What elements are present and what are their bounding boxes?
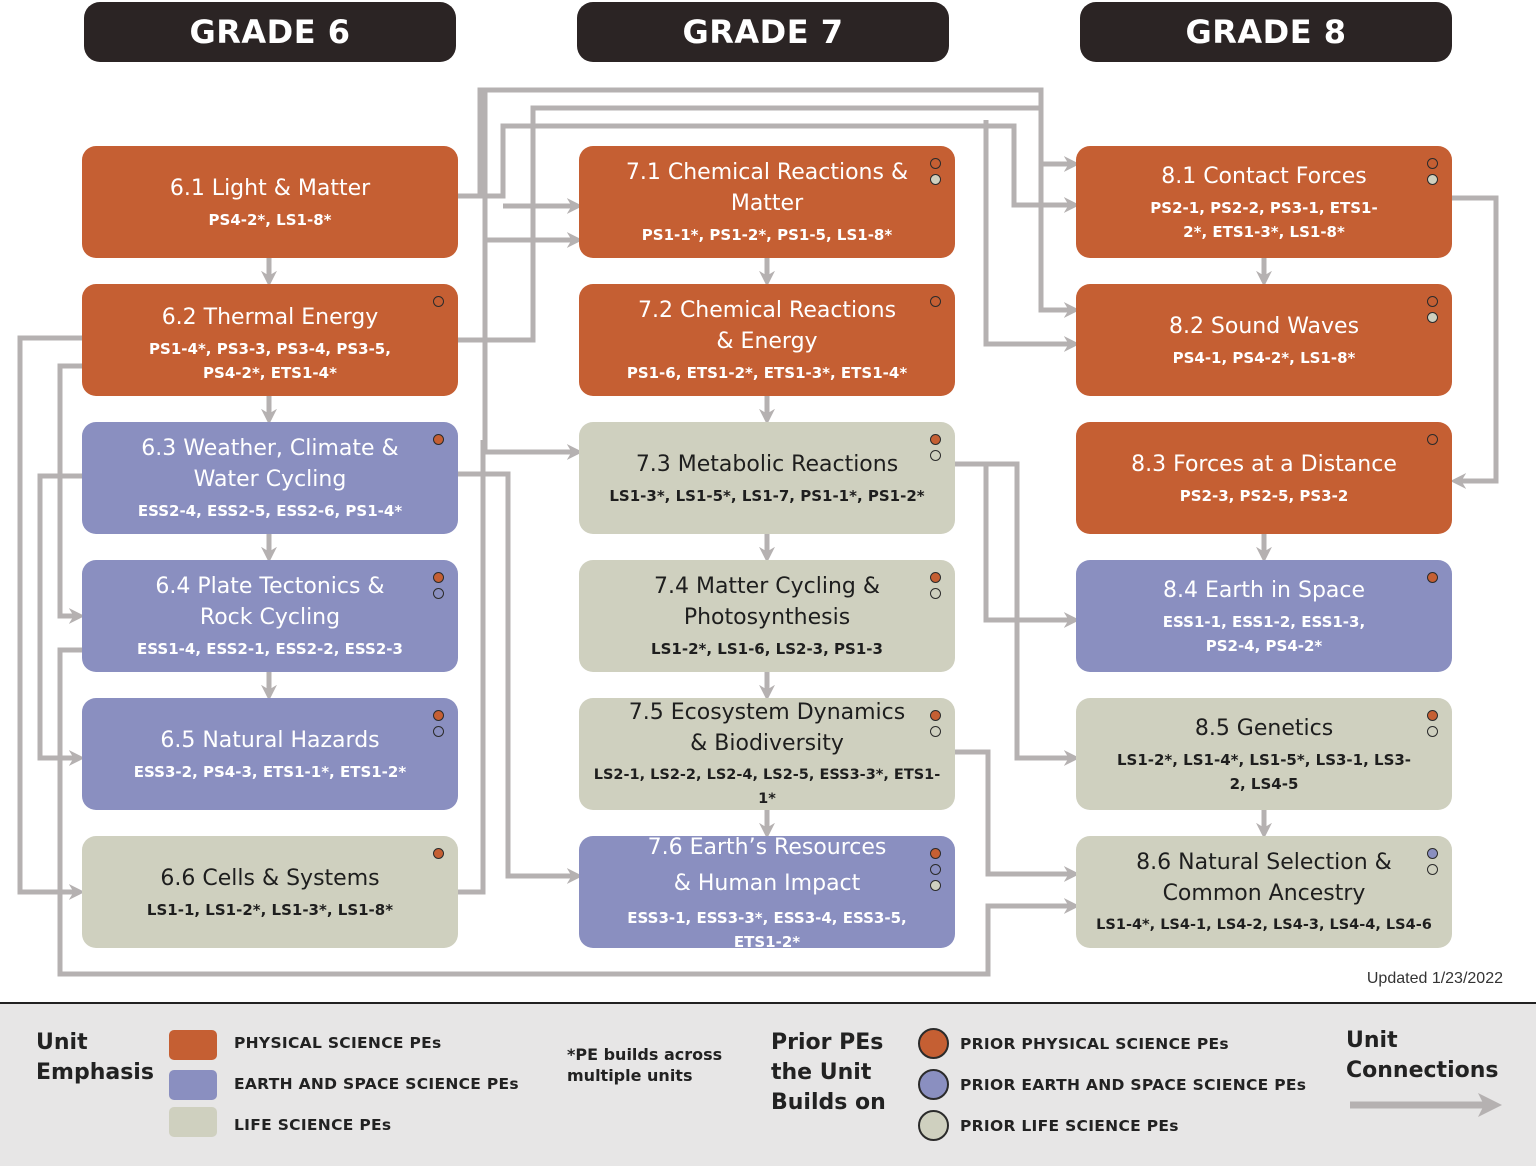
unit-6-2[interactable] [82,284,458,396]
unit-pes: PS1-4*, PS3-3, PS3-4, PS3-5, PS4-2*, ETS1-4* [149,339,391,382]
updated-date: Updated 1/23/2022 [1366,970,1503,987]
prior-physical-dot [1427,572,1438,583]
prior-empty-dot [433,588,444,599]
prior-pe-dots [1427,158,1438,185]
unit-title: 6.4 Plate Tectonics & Rock Cycling [155,574,385,630]
legend-earth-swatch [169,1070,217,1100]
legend-prior-earth-dot [918,1069,949,1100]
prior-physical-dot [930,848,941,859]
prior-empty-dot [930,296,941,307]
unit-6-6[interactable] [82,836,458,948]
prior-empty-dot [930,726,941,737]
legend-asterisk-note: *PE builds across multiple units [567,1045,723,1085]
unit-6-5[interactable] [82,698,458,810]
prior-life-dot [1427,174,1438,185]
arrow-7-3-to-8-5 [955,464,1075,758]
prior-pe-dots [930,296,941,307]
prior-physical-dot [930,710,941,721]
prior-empty-dot [930,450,941,461]
unit-title: 7.6 Earth’s Resources & Human Impact [647,835,887,896]
prior-pe-dots [433,434,444,445]
unit-8-5[interactable] [1076,698,1452,810]
unit-title: 8.6 Natural Selection & Common Ancestry [1136,850,1392,906]
prior-physical-dot [930,572,941,583]
unit-pes: ESS1-1, ESS1-2, ESS1-3, PS2-4, PS4-2* [1162,612,1366,655]
arrow-6-3-to-7-6 [458,474,578,876]
prior-pe-dots [930,158,941,185]
legend-prior-physical-label: PRIOR PHYSICAL SCIENCE PEs [960,1035,1229,1053]
prior-pe-dots [433,296,444,307]
arrow-8-1-to-8-3 [1452,198,1496,481]
unit-6-1[interactable] [82,146,458,258]
prior-empty-dot [1427,864,1438,875]
unit-title: 8.2 Sound Waves [1168,313,1360,339]
prior-physical-dot [930,434,941,445]
unit-8-3[interactable] [1076,422,1452,534]
unit-8-2[interactable] [1076,284,1452,396]
unit-pes: LS1-2*, LS1-4*, LS1-5*, LS3-1, LS3-2, LS4-5 [1116,750,1412,793]
prior-pe-dots [1427,296,1438,323]
prior-earth-dot [1427,848,1438,859]
unit-title: 6.2 Thermal Energy [161,304,379,330]
unit-title: 6.1 Light & Matter [169,175,371,201]
unit-pes: LS1-2*, LS1-6, LS2-3, PS1-3 [651,640,883,658]
arrow-6-2-to-6-4 [60,366,82,616]
legend-life-label: LIFE SCIENCE PEs [234,1116,392,1134]
legend-physical-swatch [169,1030,217,1060]
unit-pes: ESS3-1, ESS3-3*, ESS3-4, ESS3-5, ETS1-2* [627,909,907,951]
arrow-7-5-to-8-6 [955,752,1075,874]
prior-pe-dots [930,710,941,737]
unit-7-3[interactable] [579,422,955,534]
unit-7-6[interactable] [579,835,955,951]
unit-6-4[interactable] [82,560,458,672]
legend-prior-heading: Prior PEs the Unit Builds on [771,1030,886,1115]
unit-pes: LS1-4*, LS4-1, LS4-2, LS4-3, LS4-4, LS4-6 [1096,917,1432,933]
unit-7-2[interactable] [579,284,955,396]
unit-pes: LS2-1, LS2-2, LS2-4, LS2-5, ESS3-3*, ETS1-1* [593,767,941,807]
prior-life-dot [1427,312,1438,323]
unit-6-3[interactable] [82,422,458,534]
prior-empty-dot [1427,158,1438,169]
legend-prior-life-label: PRIOR LIFE SCIENCE PEs [960,1117,1179,1135]
prior-physical-dot [1427,710,1438,721]
unit-title: 7.2 Chemical Reactions & Energy [637,298,897,354]
unit-7-5[interactable] [579,698,955,810]
legend-life-swatch [169,1107,217,1137]
unit-title: 7.1 Chemical Reactions & Matter [625,160,909,216]
unit-title: 8.5 Genetics [1194,715,1334,741]
unit-7-4[interactable] [579,560,955,672]
unit-title: 7.4 Matter Cycling & Photosynthesis [653,574,881,630]
unit-7-1[interactable] [579,146,955,258]
unit-pes: PS2-1, PS2-2, PS3-1, ETS1-2*, ETS1-3*, LS1-8* [1150,198,1378,241]
unit-pes: LS1-3*, LS1-5*, LS1-7, PS1-1*, PS1-2* [609,486,925,505]
prior-pe-dots [433,572,444,599]
prior-empty-dot [930,158,941,169]
prior-empty-dot [1427,296,1438,307]
unit-title: 6.3 Weather, Climate & Water Cycling [141,436,399,492]
prior-pe-dots [1427,434,1438,445]
unit-pes: PS4-2*, LS1-8* [208,210,332,229]
unit-8-4[interactable] [1076,560,1452,672]
prior-pe-dots [433,710,444,737]
unit-title: 8.3 Forces at a Distance [1131,451,1397,477]
prior-physical-dot [433,434,444,445]
prior-physical-dot [433,848,444,859]
arrow-6-6-up [458,440,483,892]
prior-pe-dots [1427,572,1438,583]
unit-title: 8.1 Contact Forces [1161,163,1367,189]
unit-pes: ESS1-4, ESS2-1, ESS2-2, ESS2-3 [137,640,403,658]
unit-title: 6.5 Natural Hazards [160,727,380,753]
prior-physical-dot [433,710,444,721]
prior-empty-dot [1427,434,1438,445]
prior-empty-dot [433,296,444,307]
unit-pes: ESS2-4, ESS2-5, ESS2-6, PS1-4* [137,502,403,520]
legend-connections-heading: Unit Connections [1346,1028,1499,1083]
unit-8-1[interactable] [1076,146,1452,258]
legend-prior-earth-label: PRIOR EARTH AND SPACE SCIENCE PEs [960,1076,1307,1094]
legend-unit-emphasis-heading: Unit Emphasis [36,1030,154,1085]
unit-8-6[interactable] [1076,836,1452,948]
prior-pe-dots [1427,848,1438,875]
prior-empty-dot [1427,726,1438,737]
unit-pes: ESS3-2, PS4-3, ETS1-1*, ETS1-2* [133,762,407,781]
unit-pes: LS1-1, LS1-2*, LS1-3*, LS1-8* [146,900,394,919]
unit-pes: PS2-3, PS2-5, PS3-2 [1179,486,1349,505]
legend-prior-physical-dot [918,1028,949,1059]
legend [0,1002,1536,1166]
prior-empty-dot [930,864,941,875]
unit-title: 8.4 Earth in Space [1162,577,1366,603]
grade-6-header: GRADE 6 [84,2,456,62]
prior-physical-dot [433,572,444,583]
prior-pe-dots [930,572,941,599]
prior-pe-dots [930,434,941,461]
legend-connection-arrow-icon [1348,1090,1504,1120]
prior-pe-dots [1427,710,1438,737]
legend-prior-life-dot [918,1110,949,1141]
prior-empty-dot [930,588,941,599]
legend-earth-label: EARTH AND SPACE SCIENCE PEs [234,1075,519,1093]
prior-pe-dots [930,848,941,891]
prior-life-dot [930,880,941,891]
prior-pe-dots [433,848,444,859]
grade-8-header: GRADE 8 [1080,2,1452,62]
unit-pes: PS1-1*, PS1-2*, PS1-5, LS1-8* [641,226,893,244]
grade-7-header: GRADE 7 [577,2,949,62]
unit-pes: PS1-6, ETS1-2*, ETS1-3*, ETS1-4* [626,364,908,382]
unit-title: 7.3 Metabolic Reactions [635,451,899,477]
prior-life-dot [930,174,941,185]
unit-title: 6.6 Cells & Systems [160,865,380,891]
unit-pes: PS4-1, PS4-2*, LS1-8* [1172,348,1356,367]
legend-physical-label: PHYSICAL SCIENCE PEs [234,1034,442,1052]
prior-empty-dot [433,726,444,737]
unit-title: 7.5 Ecosystem Dynamics & Biodiversity [628,700,906,756]
